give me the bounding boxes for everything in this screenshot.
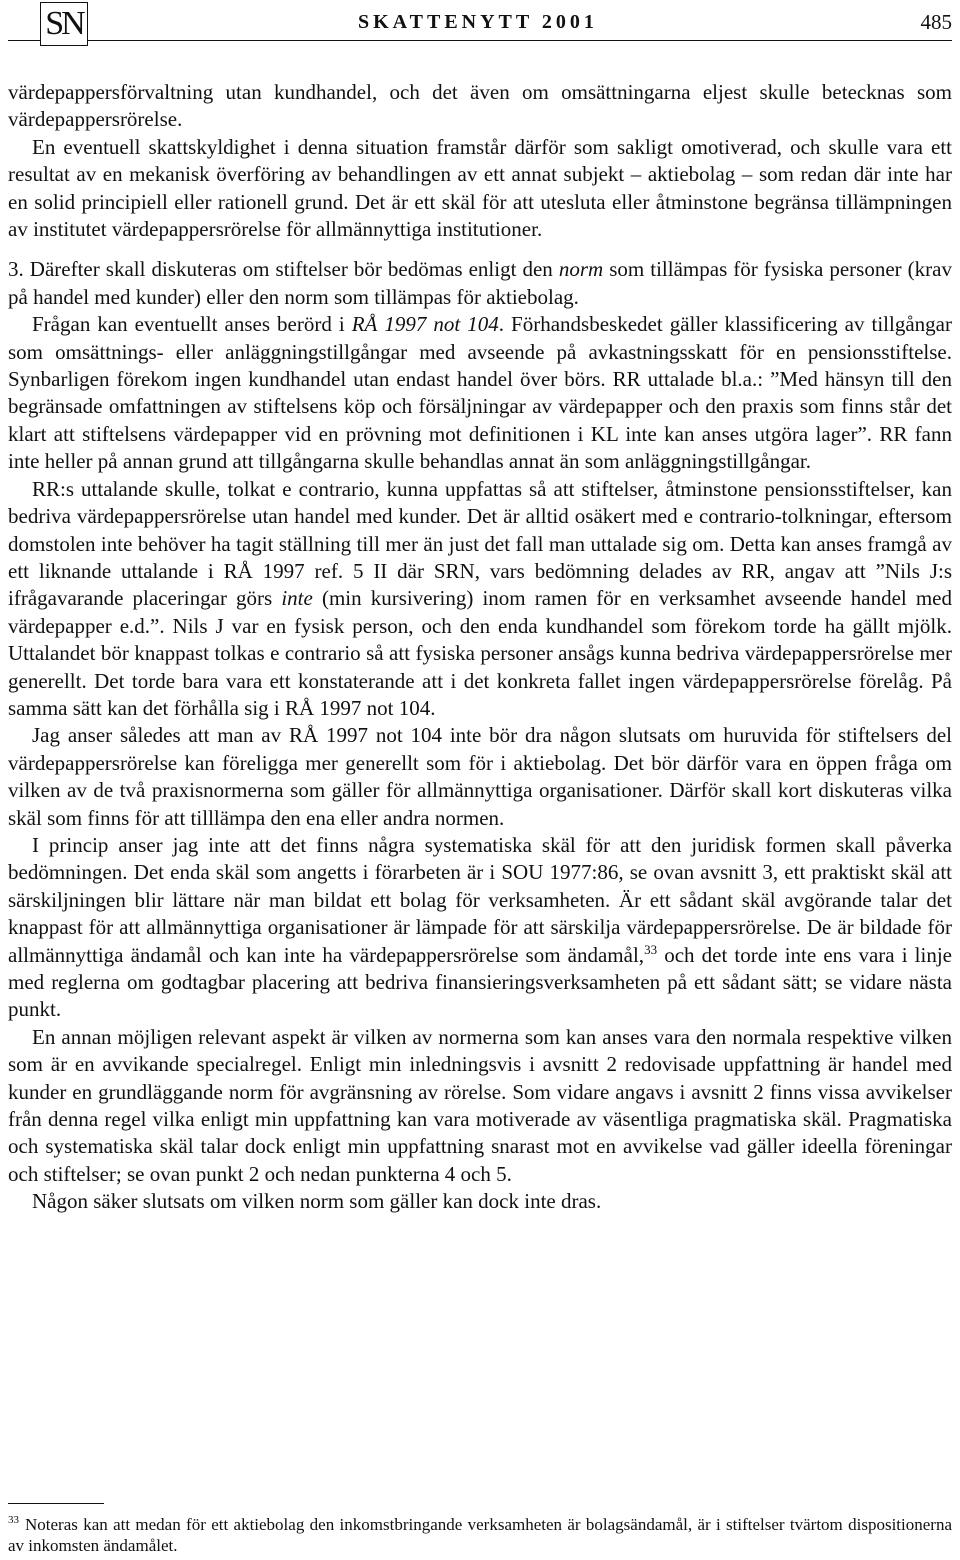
- italic-run: RÅ 1997 not 104: [351, 312, 499, 337]
- paragraph: Någon säker slutsats om vilken norm som gäller kan dock inte dras.: [32, 1189, 602, 1214]
- article-body: [8, 79, 952, 1216]
- paragraph: [8, 832, 952, 1024]
- text-run: . Förhandsbeskedet gäller klassificering av tillgångar som omsättnings- eller anläggningstillgångar med avseende på avkastningsskatt för en pensionsstiftelse. Synbarligen förekom ingen kundhandel utan endast handel över börs. RR uttalade bl.a.: ”Med hänsyn till den begränsade omfattningen av stiftelsens köp och försäljningar av värdepapper och den praxis som finns står det klart att stiftelsens värdepapper vid en prövning mot definitionen i KL inte kan anses utgöra lager”. RR fann inte heller på annan grund att tillgångarna skulle behandlas annat än som anläggningstillgångar.: [8, 312, 952, 474]
- italic-run: inte: [281, 586, 313, 611]
- logo-text: SN: [45, 5, 83, 42]
- footnote: [8, 1514, 952, 1556]
- text-run: som tillämpas för fysiska personer (krav på handel med kunder) eller den norm som tillämpas för aktiebolag.: [8, 257, 952, 309]
- paragraph: Jag anser således att man av RÅ 1997 not 104 inte bör dra någon slutsats om huruvida för stiftelsers del värdepappersrörelse kan föreligga mer generellt som för i aktiebolag. Det bör därför vara en öppen fråga om vilken av de två praxisnormerna som gäller för allmännyttiga organisationer. Därför skall kort diskuteras vilka skäl som finns för att tilllämpa den ena eller andra normen.: [8, 723, 952, 830]
- paragraph: [8, 476, 952, 723]
- text-run: 3. Därefter skall diskuteras om stiftelser bör bedömas enligt den: [8, 257, 559, 282]
- paragraph: En annan möjligen relevant aspekt är vilken av normerna som kan anses vara den normala respektive vilken som är en avvikande specialregel. Enligt min inledningsvis i avsnitt 2 redovisade uppfattning är handel med kunder en grundläggande norm för avgränsning av rörelse. Som vidare angavs i avsnitt 2 finns vissa avvikelser från denna regel vilka enligt min uppfattning kan vara motiverade av väsentliga pragmatiska skäl. Pragmatiska och systematiska skäl talar dock enligt min uppfattning snarast mot en avvikelse vad gäller ideella föreningar och stiftelser; se ovan punkt 2 och nedan punkterna 4 och 5.: [8, 1024, 952, 1186]
- paragraph-continuation: värdepappersförvaltning utan kundhandel, och det även om omsättningarna eljest skulle betecknas som värdepappersrörelse.: [8, 80, 952, 132]
- italic-run: norm: [558, 257, 604, 282]
- page-header: [8, 2, 952, 48]
- footnote-text: Noteras kan att medan för ett aktiebolag den inkomstbringande verksamheten är bolagsändamål, är i stiftelser tvärtom dispositionerna av inkomsten ändamålet.: [8, 1515, 952, 1555]
- footnote-reference[interactable]: 33: [644, 941, 658, 957]
- text-run: I princip anser jag inte att det finns några systematiska skäl för att den juridisk formen skall påverka bedömningen. Det enda skäl som angetts i förarbeten är i SOU 1977:86, se ovan avsnitt 3, ett praktiskt skäl att särskiljningen blir lättare när man bildat ett bolag för verksamheten. Är ett sådant skäl avgörande talar det knappast för att allmännyttiga organisationer är lämpade för att särskilja värdepappersrörelse. De är bildade för allmännyttiga ändamål och kan inte ha värdepappersrörelse som ändamål,: [8, 832, 952, 967]
- footnotes: [8, 1514, 952, 1556]
- paragraph-section-3: [8, 256, 952, 311]
- text-run: (min kursivering) inom ramen för en verksamhet avseende handel med värdepapper e.d.”. Nils J var en fysisk person, och den enda kundhandel som förekom torde ha gällt mjölk. Uttalandet bör knappast tolkas e contrario så att fysiska personer ansågs kunna bedriva värdepappersrörelse mer generellt. Det torde bara vara ett konstaterande att i det konkreta fallet ingen värdepappersrörelse förelåg. På samma sätt kan det förhålla sig i RÅ 1997 not 104.: [8, 586, 952, 720]
- paragraph: [8, 311, 952, 475]
- text-run: och det torde inte ens vara i linje med reglerna om godtagbar placering att bedriva finansieringsverksamheten på ett sådant sätt; se vidare nästa punkt.: [8, 942, 952, 1022]
- journal-title: SKATTENYTT 2001: [348, 11, 608, 34]
- paragraph: En eventuell skattskyldighet i denna situation framstår därför som sakligt omotiverad, och skulle vara ett resultat av en mekanisk överföring av behandlingen av ett annat subjekt – aktiebolag – som redan där inte har en solid principiell eller rationell grund. Det är ett skäl för att utesluta eller åtminstone begränsa tillämpningen av institutet värdepappersrörelse för allmännyttiga institutioner.: [8, 134, 952, 242]
- footnote-number: 33: [8, 1514, 19, 1527]
- footnote-rule: [8, 1503, 104, 1504]
- journal-logo: [40, 2, 88, 46]
- text-run: RR:s uttalande skulle, tolkat e contrario, kunna uppfattas så att stiftelser, åtminstone pensionsstiftelser, kan bedriva värdepappersrörelse utan handel med kunder. Det är alltid osäkert med e contrario-tolkningar, eftersom domstolen inte behöver ha tagit ställning till mer än just det fall man uttalade sig om. Detta kan anses framgå av ett liknande uttalande i RÅ 1997 ref. 5 II där SRN, vars bedömning delades av RR, angav att ”Nils J:s ifrågavarande placeringar görs: [8, 476, 952, 611]
- text-run: Frågan kan eventuellt anses berörd i: [32, 312, 352, 337]
- header-rule: [8, 40, 952, 41]
- page-number: 485: [911, 10, 953, 35]
